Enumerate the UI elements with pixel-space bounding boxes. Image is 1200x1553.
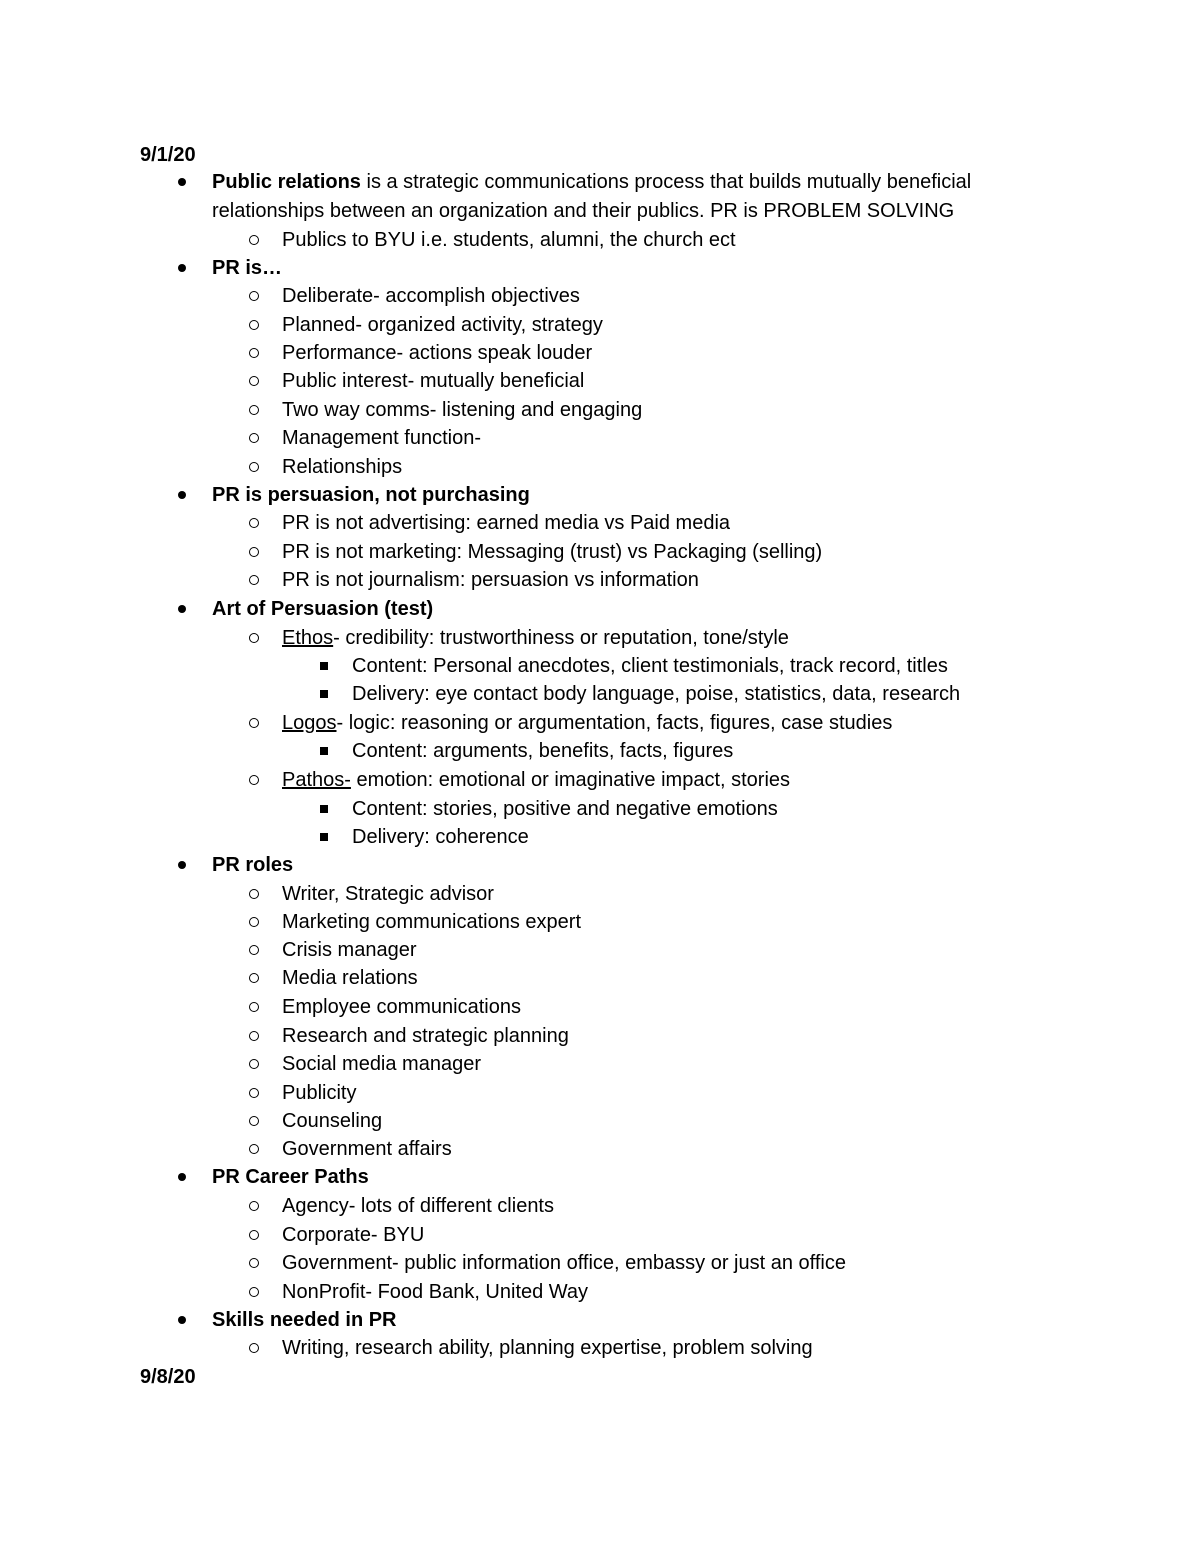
- bullet-square: [320, 833, 328, 841]
- list-item: Performance- actions speak louder: [282, 342, 593, 364]
- bullet-disc: [178, 1316, 186, 1324]
- bullet-circle: [249, 462, 259, 472]
- bullet-circle: [249, 348, 259, 358]
- bullet-circle: [249, 775, 259, 785]
- bullet-square: [320, 805, 328, 813]
- bullet-circle: [249, 945, 259, 955]
- list-item: Research and strategic planning: [282, 1025, 569, 1047]
- list-item: NonProfit- Food Bank, United Way: [282, 1281, 589, 1303]
- list-item: [212, 170, 971, 194]
- list-item: Government- public information office, embassy or just an office: [282, 1252, 846, 1274]
- list-item: Social media manager: [282, 1053, 481, 1075]
- bullet-circle: [249, 433, 259, 443]
- list-item: Employee communications: [282, 996, 521, 1018]
- bullet-square: [320, 662, 328, 670]
- bullet-disc: [178, 178, 186, 186]
- bullet-circle: [249, 1287, 259, 1297]
- bullet-circle: [249, 917, 259, 927]
- bullet-circle: [249, 376, 259, 386]
- list-item: Government affairs: [282, 1138, 452, 1160]
- list-item: Two way comms- listening and engaging: [282, 399, 643, 421]
- list-item: Relationships: [282, 456, 403, 478]
- bullet-circle: [249, 1002, 259, 1012]
- term-ethos: Ethos: [282, 627, 334, 649]
- list-item: PR is not marketing: Messaging (trust) vs Packaging (selling): [282, 541, 823, 563]
- bullet-circle: [249, 1144, 259, 1154]
- list-item: Publicity: [282, 1082, 357, 1104]
- list-item: Content: arguments, benefits, facts, figures: [352, 740, 734, 762]
- ethos-text: - credibility: trustworthiness or reputation, tone/style: [333, 627, 789, 649]
- bullet-circle: [249, 1031, 259, 1041]
- list-item: Media relations: [282, 967, 418, 989]
- bullet-circle: [249, 889, 259, 899]
- bullet-disc: [178, 1173, 186, 1181]
- list-item: Public interest- mutually beneficial: [282, 370, 585, 392]
- bullet-circle: [249, 1116, 259, 1126]
- bullet-circle: [249, 1343, 259, 1353]
- definition-text: is a strategic communications process that builds mutually beneficial: [360, 171, 972, 193]
- list-item-continuation: relationships between an organization and their publics. PR is PROBLEM SOLVING: [212, 200, 955, 222]
- bullet-circle: [249, 1088, 259, 1098]
- list-item: PR is not journalism: persuasion vs information: [282, 569, 699, 591]
- section-heading: Art of Persuasion (test): [212, 598, 434, 620]
- bullet-square: [320, 747, 328, 755]
- list-item: Counseling: [282, 1110, 383, 1132]
- list-item: Content: stories, positive and negative emotions: [352, 798, 778, 820]
- list-item: [282, 711, 892, 735]
- bullet-circle: [249, 1258, 259, 1268]
- section-heading: Skills needed in PR: [212, 1309, 397, 1331]
- bullet-disc: [178, 491, 186, 499]
- bullet-circle: [249, 291, 259, 301]
- list-item: Writing, research ability, planning expertise, problem solving: [282, 1337, 813, 1359]
- date-heading: 9/1/20: [140, 144, 196, 166]
- list-item: Delivery: coherence: [352, 826, 529, 848]
- logos-text: - logic: reasoning or argumentation, facts, figures, case studies: [336, 712, 893, 734]
- list-item: Deliberate- accomplish objectives: [282, 285, 580, 307]
- list-item: Content: Personal anecdotes, client testimonials, track record, titles: [352, 655, 948, 677]
- bullet-circle: [249, 575, 259, 585]
- bullet-circle: [249, 1059, 259, 1069]
- section-heading: PR is…: [212, 257, 283, 279]
- section-heading: PR is persuasion, not purchasing: [212, 484, 530, 506]
- term-logos: Logos: [282, 712, 337, 734]
- bullet-circle: [249, 518, 259, 528]
- bullet-circle: [249, 235, 259, 245]
- list-item: Corporate- BYU: [282, 1224, 425, 1246]
- bullet-disc: [178, 264, 186, 272]
- list-item: Agency- lots of different clients: [282, 1195, 554, 1217]
- list-item: Planned- organized activity, strategy: [282, 314, 603, 336]
- list-item: Management function-: [282, 427, 482, 449]
- bullet-circle: [249, 547, 259, 557]
- bullet-square: [320, 690, 328, 698]
- list-item: Delivery: eye contact body language, poise, statistics, data, research: [352, 683, 961, 705]
- list-item: Publics to BYU i.e. students, alumni, the church ect: [282, 229, 736, 251]
- list-item: [282, 626, 789, 650]
- bullet-circle: [249, 1201, 259, 1211]
- bullet-circle: [249, 320, 259, 330]
- bullet-circle: [249, 1230, 259, 1240]
- list-item: Writer, Strategic advisor: [282, 883, 494, 905]
- term-pathos: Pathos-: [282, 769, 351, 791]
- bullet-circle: [249, 973, 259, 983]
- bullet-circle: [249, 718, 259, 728]
- date-heading: 9/8/20: [140, 1366, 196, 1388]
- term-public-relations: Public relations: [212, 171, 361, 193]
- list-item: PR is not advertising: earned media vs Paid media: [282, 512, 731, 534]
- bullet-circle: [249, 633, 259, 643]
- bullet-disc: [178, 605, 186, 613]
- section-heading: PR roles: [212, 854, 294, 876]
- section-heading: PR Career Paths: [212, 1166, 369, 1188]
- list-item: [282, 768, 790, 792]
- pathos-text: emotion: emotional or imaginative impact, stories: [350, 769, 791, 791]
- bullet-circle: [249, 405, 259, 415]
- list-item: Crisis manager: [282, 939, 417, 961]
- list-item: Marketing communications expert: [282, 911, 582, 933]
- bullet-disc: [178, 861, 186, 869]
